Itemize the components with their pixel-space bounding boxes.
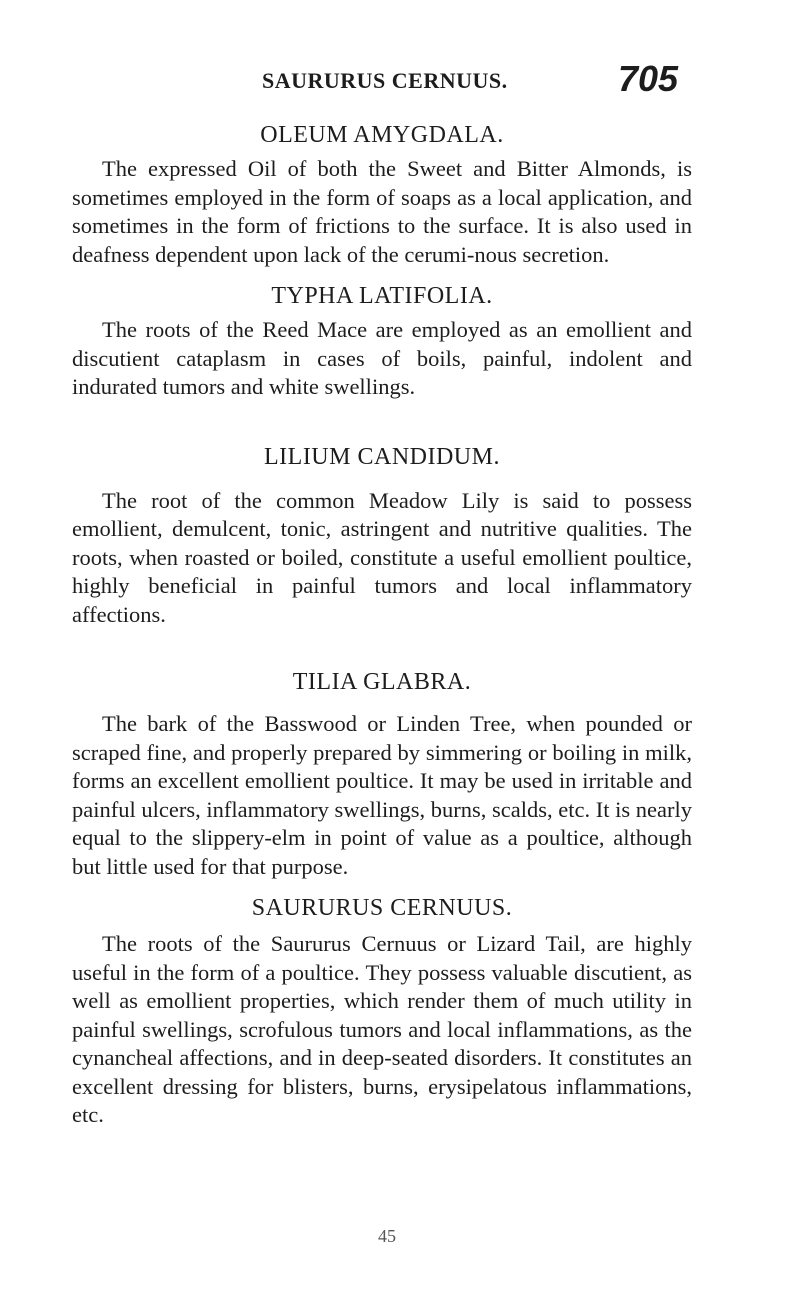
section-title-oleum-amygdala: OLEUM AMYGDALA. <box>260 122 504 148</box>
section-title-lilium-candidum: LILIUM CANDIDUM. <box>264 443 500 470</box>
section-text-tilia-glabra: The bark of the Basswood or Linden Tree, when pounded or scraped fine, and properly prepared by simmering or boiling in milk, forms an excellent emollient poultice. It may be used in irritable and painful ulcers, inflammatory swellings, burns, scalds, etc. It is nearly equal to the slippery-elm in point of value as a poultice, although but little used for that purpose. <box>72 711 692 879</box>
section-text-saururus-cernuus: The roots of the Saururus Cernuus or Lizard Tail, are highly useful in the form of a poultice. They possess valuable discutient, as well as emollient properties, which render them of much utility in painful swellings, scrofulous tumors and local inflammations, as the cynancheal affections, and in deep-seated disorders. It constitutes an excellent dressing for blisters, burns, erysipelatous inflammations, etc. <box>72 931 692 1127</box>
section-title-saururus-cernuus: SAURURUS CERNUUS. <box>251 895 513 921</box>
section-text-lilium-candidum: The root of the common Meadow Lily is said to possess emollient, demulcent, tonic, astringent and nutritive qualities. The roots, when roasted or boiled, constitute a useful emollient poultice, highly beneficial in painful tumors and local inflammatory affections. <box>72 487 692 627</box>
running-head <box>0 58 800 102</box>
section-text-oleum-amygdala: The expressed Oil of both the Sweet and Bitter Almonds, is sometimes employed in the form of soaps as a local application, and sometimes in the form of frictions to the surface. It is also used in deafness dependent upon lack of the cerumi-nous secretion. <box>72 156 692 267</box>
signature-mark: 45 <box>378 1226 396 1246</box>
section-title-typha-latifolia: TYPHA LATIFOLIA. <box>271 283 493 309</box>
page-number: 705 <box>618 58 679 99</box>
section-title-tilia-glabra: TILIA GLABRA. <box>292 669 472 695</box>
section-text-typha-latifolia: The roots of the Reed Mace are employed as an emollient and discutient cataplasm in cases of boils, painful, indolent and indurated tumors and white swellings. <box>72 317 692 399</box>
page-body <box>72 118 692 1130</box>
running-title: SAURURUS CERNUUS. <box>262 68 508 93</box>
